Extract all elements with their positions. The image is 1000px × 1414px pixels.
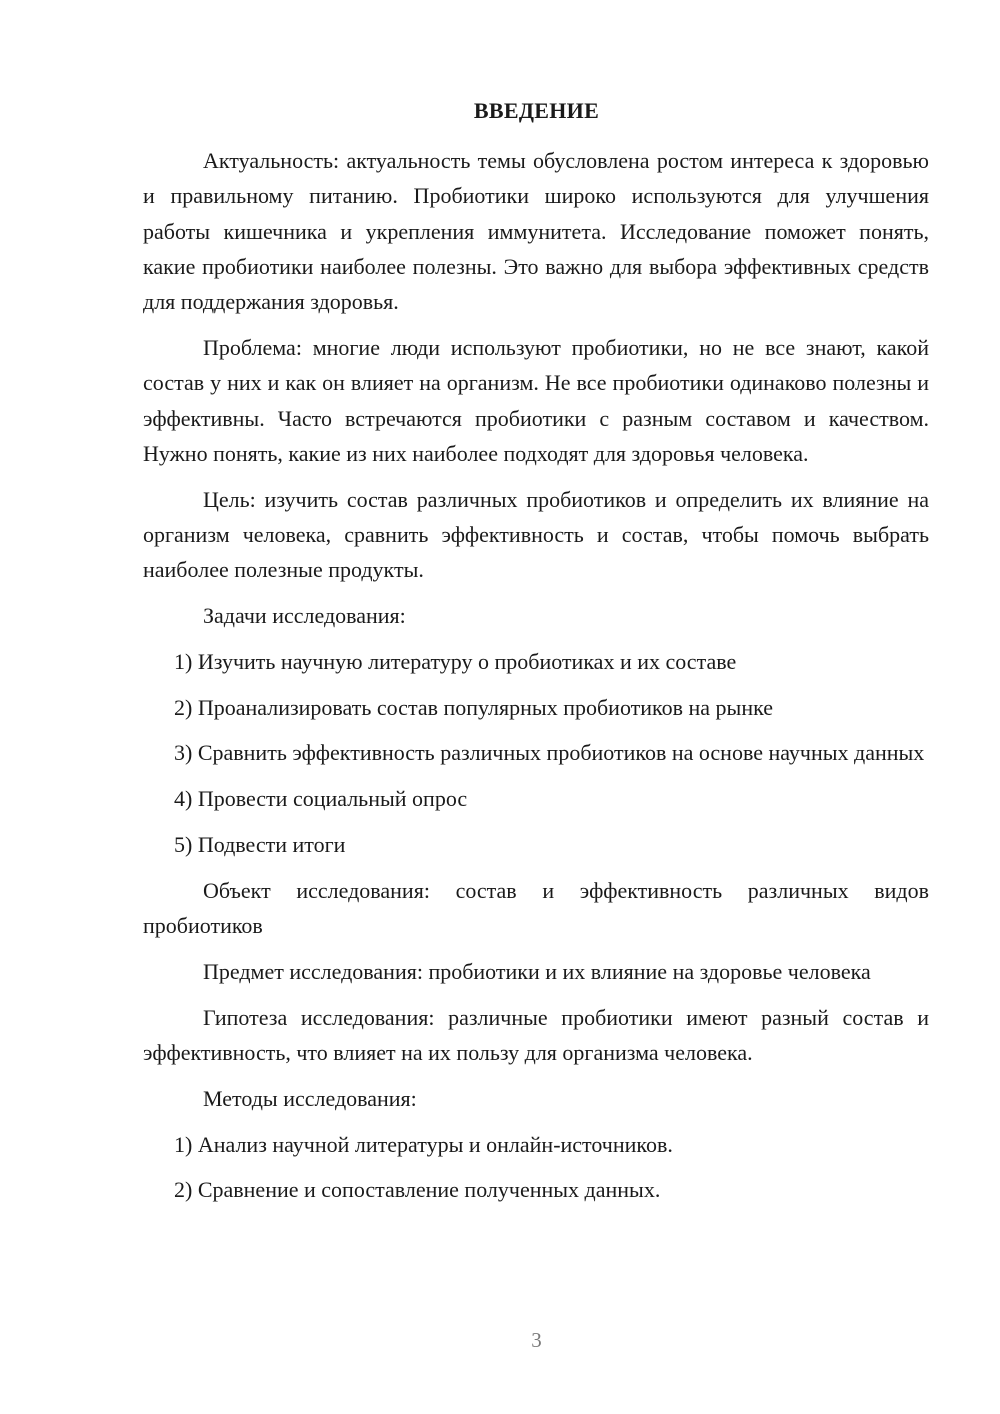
page-number: 3 [531,1328,542,1352]
paragraph-goal: Цель: изучить состав различных пробиотиков и определить их влияние на организм человека, сравнить эффективность и состав, чтобы помочь выбрать наиболее полезные продукты. [143,486,929,583]
task-item-1: 1) Изучить научную литературу о пробиотиках и их составе [174,648,737,674]
task-item-5: 5) Подвести итоги [174,832,346,858]
page-title: ВВЕДЕНИЕ [473,98,600,123]
paragraph-methods-heading: Методы исследования: [203,1085,417,1111]
method-item-1: 1) Анализ научной литературы и онлайн-источников. [174,1131,673,1157]
paragraph-object: Объект исследования: состав и эффективность различных видов пробиотиков [143,877,929,939]
paragraph-problem: Проблема: многие люди используют пробиотики, но не все знают, какой состав у них и как он влияет на организм. Не все пробиотики одинаково полезны и эффективны. Часто встречаются пробиотики с разным составом и качеством. Нужно понять, какие из них наиболее подходят для здоровья человека. [143,334,929,466]
task-item-2: 2) Проанализировать состав популярных пробиотиков на рынке [174,694,774,720]
method-item-2: 2) Сравнение и сопоставление полученных данных. [174,1177,661,1203]
paragraph-hypothesis: Гипотеза исследования: различные пробиотики имеют разный состав и эффективность, что влияет на их пользу для организма человека. [143,1004,929,1066]
task-item-4: 4) Провести социальный опрос [174,786,468,812]
paragraph-tasks-heading: Задачи исследования: [203,603,406,629]
paragraph-relevance: Актуальность: актуальность темы обусловлена ростом интереса к здоровью и правильному питанию. Пробиотики широко используются для улучшения работы кишечника и укрепления иммунитета. Исследование поможет понять, какие пробиотики наиболее полезны. Это важно для выбора эффективных средств для поддержания здоровья. [143,148,929,315]
document-body [143,143,929,1218]
paragraph-subject: Предмет исследования: пробиотики и их влияние на здоровье человека [203,958,871,984]
task-item-3: 3) Сравнить эффективность различных пробиотиков на основе научных данных [174,740,925,766]
